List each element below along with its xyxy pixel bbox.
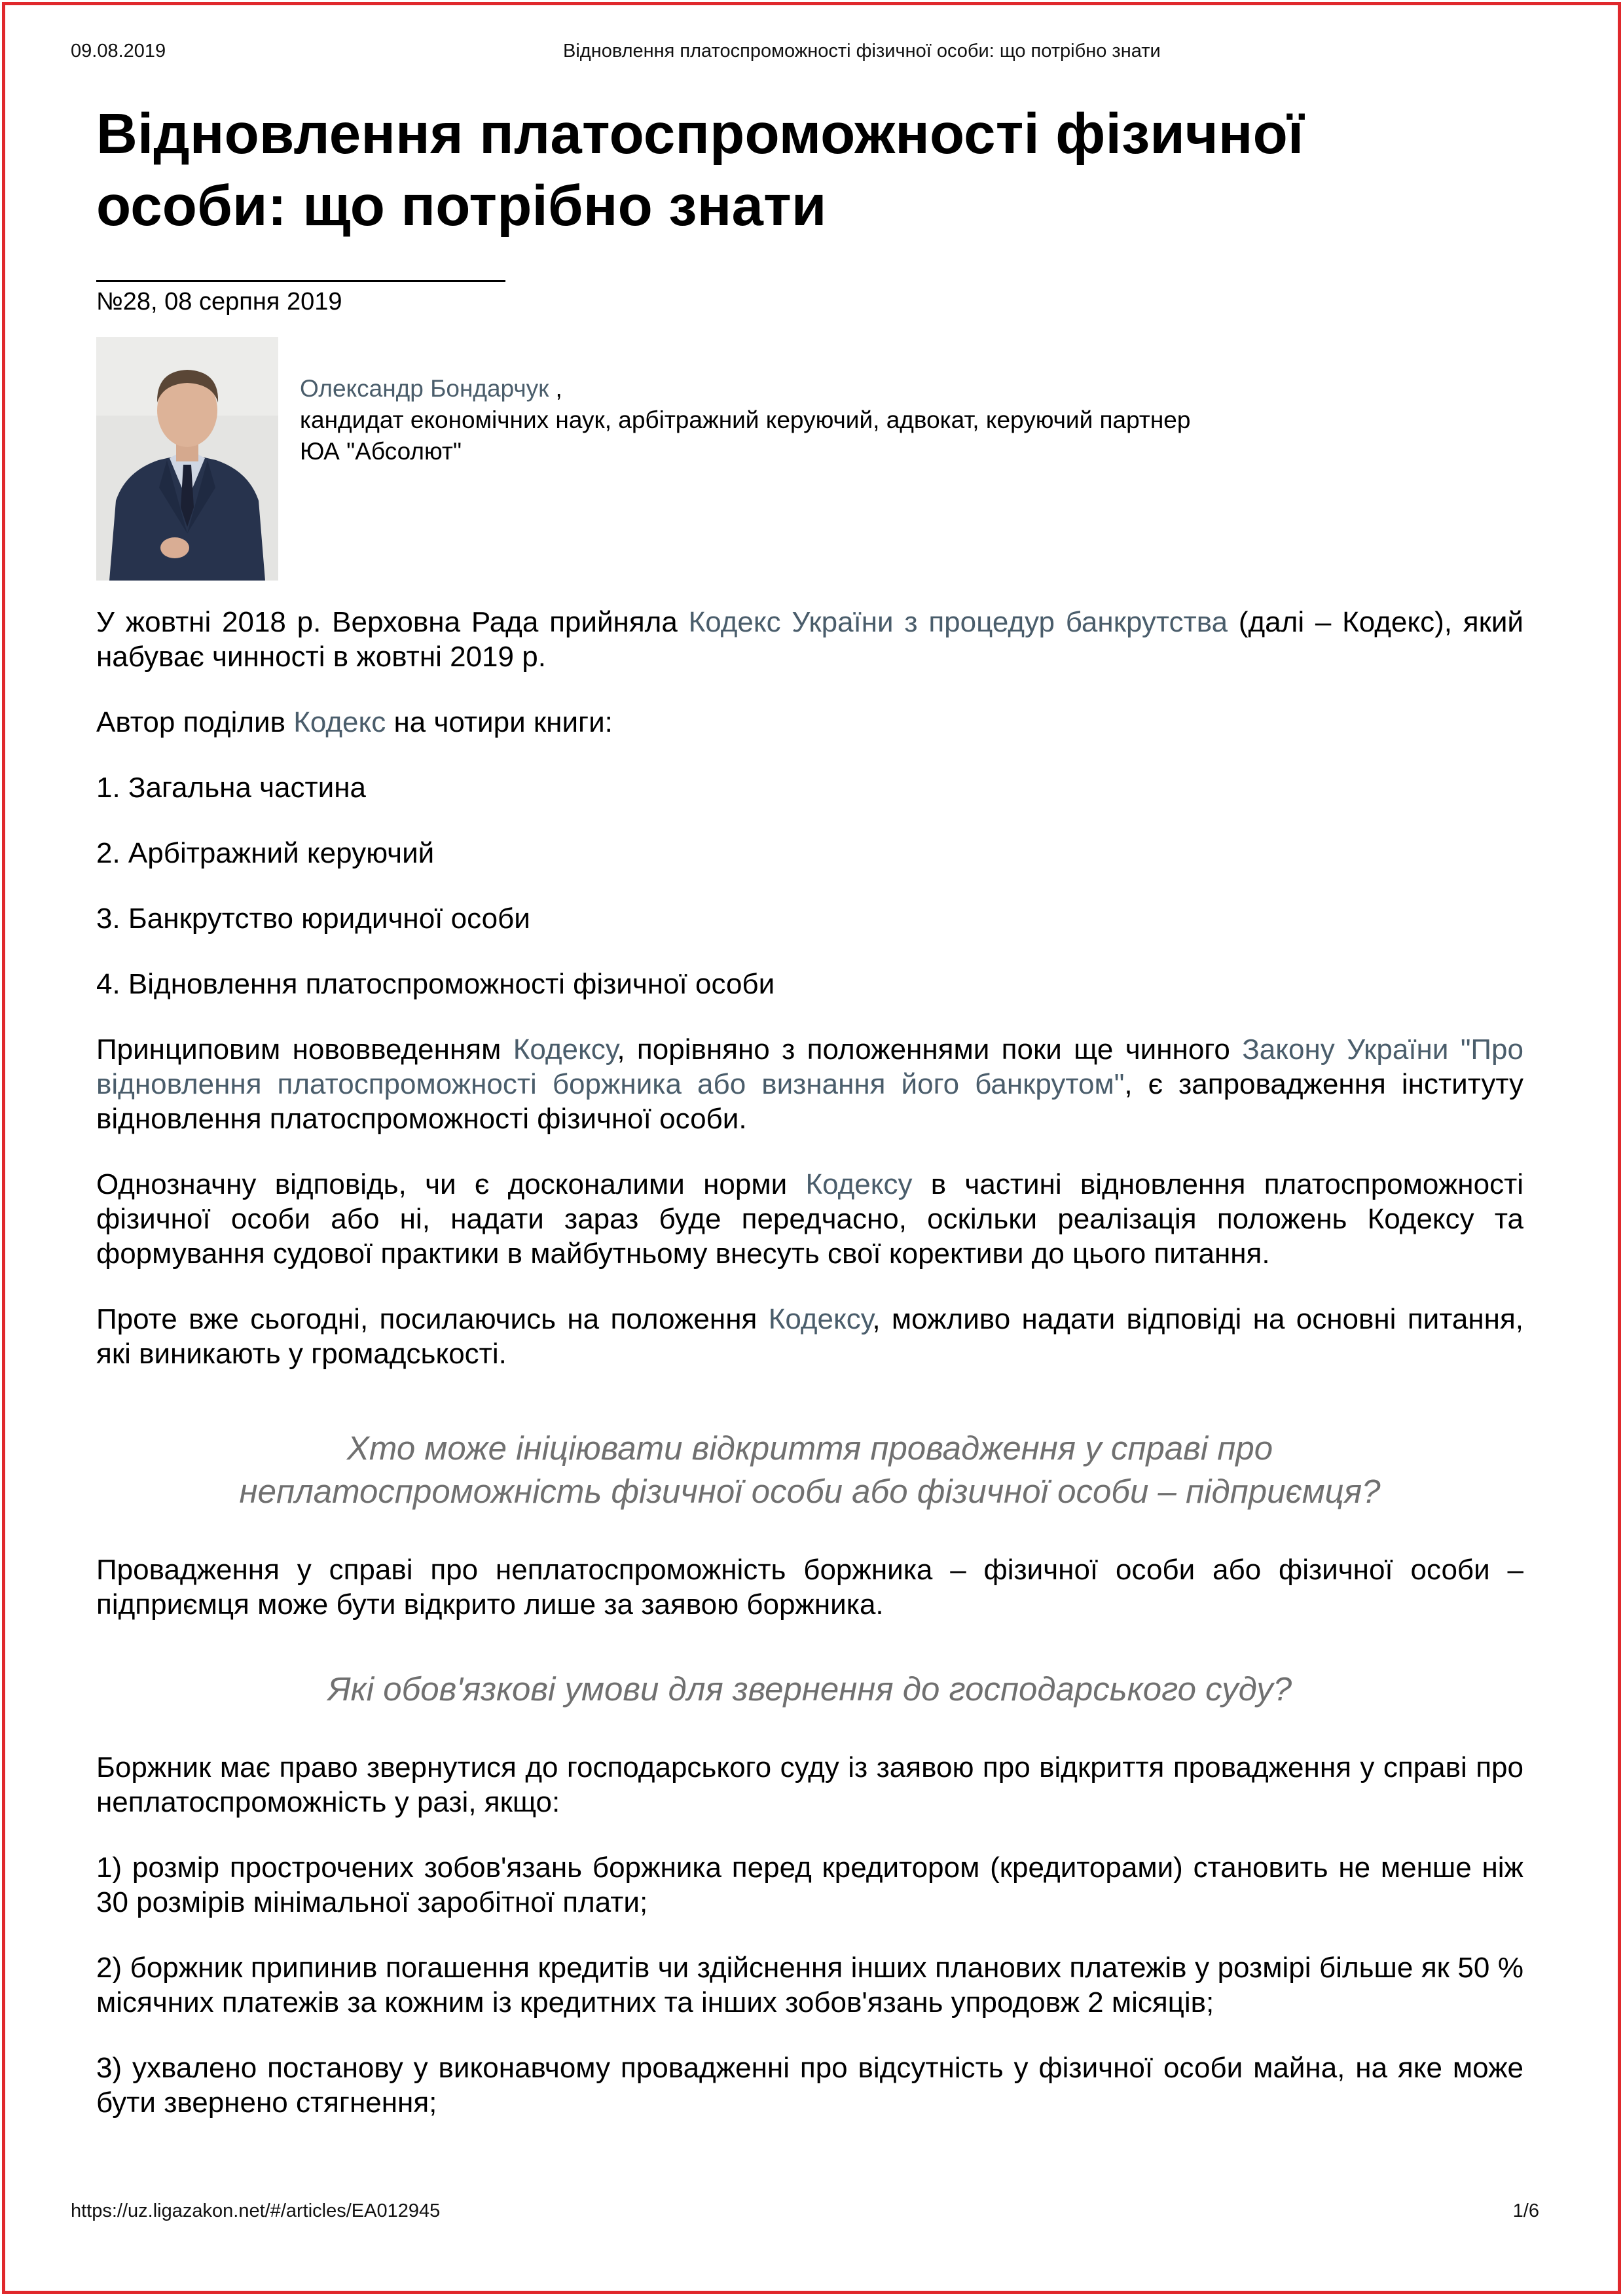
code-link[interactable]: Кодекс xyxy=(293,706,386,738)
author-block xyxy=(96,337,1523,581)
author-position-line-2: ЮА "Абсолют" xyxy=(300,438,462,465)
list-item: 3. Банкрутство юридичної особи xyxy=(96,903,530,935)
author-photo xyxy=(96,337,278,581)
article xyxy=(96,98,1523,2120)
author-position-line-1: кандидат економічних наук, арбітражний керуючий, адвокат, керуючий партнер xyxy=(300,406,1191,433)
subheading-initiation xyxy=(96,1427,1523,1513)
code-link[interactable]: Кодексу xyxy=(513,1033,617,1066)
text: Проте вже сьогодні, посилаючись на положення xyxy=(96,1303,769,1335)
subheading-line-2: неплатоспроможність фізичної особи або фізичної особи – підприємця? xyxy=(239,1473,1381,1510)
list-item: 1. Загальна частина xyxy=(96,772,367,804)
issue-divider xyxy=(96,280,505,282)
law-link[interactable]: Закону України "Про відновлення платоспроможності боржника або визнання його банкрутом" xyxy=(96,1033,1523,1100)
title-line-2: особи: що потрібно знати xyxy=(96,174,827,238)
list-item: 2. Арбітражний керуючий xyxy=(96,837,435,869)
text: , є запровадження інституту відновлення платоспроможності фізичної особи. xyxy=(96,1068,1523,1135)
title-line-1: Відновлення платоспроможності фізичної xyxy=(96,102,1304,166)
text: , можливо надати відповіді на основні питання, які виникають у громадськості. xyxy=(96,1303,1524,1370)
article-body xyxy=(96,605,1523,2120)
paragraph-conditions: Боржник має право звернутися до господарського суду із заявою про відкриття провадження у справі про неплатоспроможність у разі, якщо: xyxy=(96,1751,1523,1818)
paragraph-answers xyxy=(96,1302,1523,1371)
paragraph-innovation xyxy=(96,1032,1523,1136)
list-item: 4. Відновлення платоспроможності фізичної особи xyxy=(96,968,775,1000)
text: на чотири книги: xyxy=(386,706,613,738)
text: , порівняно з положеннями поки ще чинного xyxy=(617,1033,1243,1066)
condition-item: 3) ухвалено постанову у виконавчому провадженні про відсутність у фізичної особи майна, на яке може бути звернено стягнення; xyxy=(96,2052,1523,2119)
article-title xyxy=(96,98,1523,242)
condition-item: 2) боржник припинив погашення кредитів чи здійснення інших планових платежів у розмірі більше як 50 % місячних платежів за кожним із кредитних та інших зобов'язань упродовж 2 місяців; xyxy=(96,1952,1523,2018)
paragraph-books xyxy=(96,705,1523,740)
print-date: 09.08.2019 xyxy=(71,41,166,62)
page-number: 1/6 xyxy=(1512,2200,1539,2221)
paragraph-initiation: Провадження у справі про неплатоспроможність боржника – фізичної особи або фізичної особи – підприємця може бути відкрито лише за заявою боржника. xyxy=(96,1554,1523,1621)
print-footer xyxy=(71,2200,1552,2227)
author-name-link[interactable]: Олександр Бондарчук xyxy=(300,375,549,402)
print-url: https://uz.ligazakon.net/#/articles/EA012945 xyxy=(71,2200,441,2221)
text: в частині відновлення платоспроможності фізичної особи або ні, надати зараз буде передчасно, оскільки реалізація положень Кодексу та формування судової практики в майбутньому внесуть свої корективи до цього питання. xyxy=(96,1168,1523,1270)
paragraph-assessment xyxy=(96,1167,1523,1271)
code-link[interactable]: Кодекс України з процедур банкрутства xyxy=(688,606,1228,638)
text: Принциповим нововведенням xyxy=(96,1033,513,1066)
print-header xyxy=(71,41,1552,67)
code-link[interactable]: Кодексу xyxy=(768,1303,873,1335)
text: Однозначну відповідь, чи є досконалими норми xyxy=(96,1168,806,1200)
author-info xyxy=(300,373,1190,467)
issue-number: №28, 08 серпня 2019 xyxy=(96,288,342,315)
subheading-conditions: Які обов'язкові умови для звернення до господарського суду? xyxy=(327,1670,1292,1708)
condition-item: 1) розмір прострочених зобов'язань боржника перед кредитором (кредиторами) становить не менше ніж 30 розмірів мінімальної заробітної плати; xyxy=(96,1852,1523,1918)
code-link[interactable]: Кодексу xyxy=(805,1168,913,1200)
print-page-title: Відновлення платоспроможності фізичної особи: що потрібно знати xyxy=(563,41,1161,62)
text: Автор поділив xyxy=(96,706,294,738)
text: (далі – Кодекс), який набуває чинності в жовтні 2019 р. xyxy=(96,606,1524,673)
paragraph-intro xyxy=(96,605,1523,674)
author-portrait-icon xyxy=(96,337,278,581)
text: У жовтні 2018 р. Верховна Рада прийняла xyxy=(96,606,689,638)
subheading-line-1: Хто може ініціювати відкриття провадження у справі про xyxy=(346,1429,1273,1467)
author-name-suffix: , xyxy=(549,375,562,402)
